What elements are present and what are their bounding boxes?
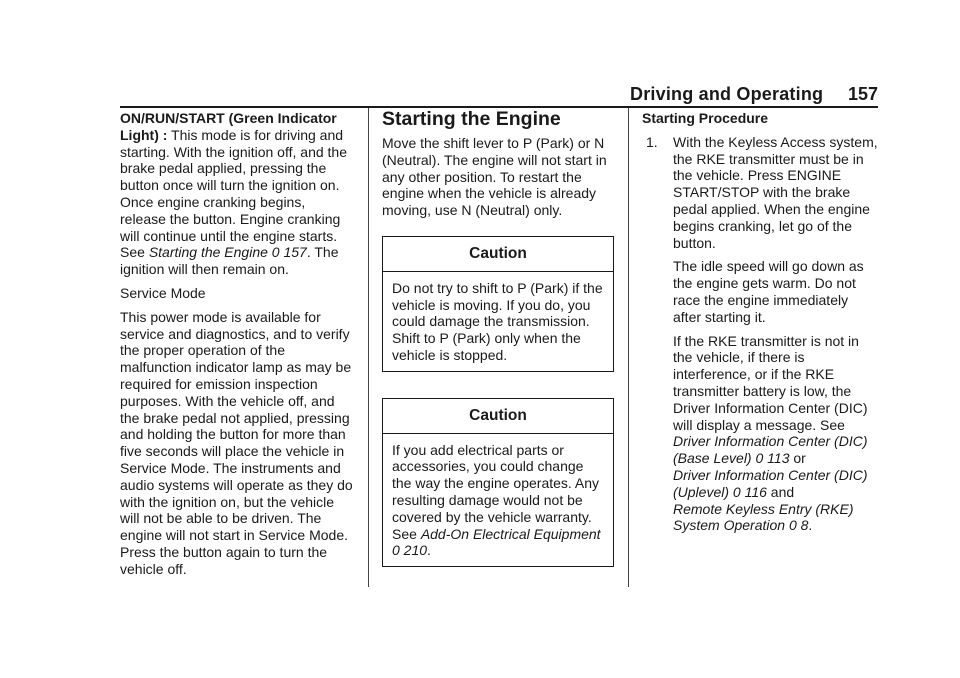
column-left bbox=[120, 110, 353, 578]
step-text: With the Keyless Access system, the RKE transmitter must be in the vehicle. Press ENGINE START/STOP with the brake pedal applied. When the engine begins cranking, let go of the button. bbox=[673, 133, 878, 251]
starting-engine-heading: Starting the Engine bbox=[382, 108, 561, 130]
mode-label: ON/RUN/START (Green Indicator Light) : bbox=[120, 110, 337, 143]
step-number: 1. bbox=[646, 133, 658, 150]
caution-box-transmission bbox=[382, 236, 614, 372]
page-ref-116[interactable]: 0 116 bbox=[732, 483, 767, 500]
caution-title: Caution bbox=[383, 399, 613, 434]
starting-procedure-heading: Starting Procedure bbox=[642, 110, 769, 126]
link-rke-system-operation[interactable]: Remote Keyless Entry (RKE) System Operation bbox=[673, 500, 854, 534]
section-title: Driving and Operating bbox=[630, 84, 824, 104]
procedure-step-1 bbox=[642, 134, 878, 534]
caution-title: Caution bbox=[383, 237, 613, 272]
rke-paragraph bbox=[673, 333, 878, 535]
page-number: 157 bbox=[847, 84, 878, 104]
intro-paragraph: Move the shift lever to P (Park) or N (Neutral). The engine will not start in any other position. To restart the engine when the vehicle is already moving, use N (Neutral) only. bbox=[382, 135, 607, 219]
caution-text bbox=[383, 434, 613, 567]
caution-text: Do not try to shift to P (Park) if the vehicle is moving. If you do, you could damage the transmission. Shift to P (Park) only when the vehicle is stopped. bbox=[392, 279, 603, 363]
column-right bbox=[642, 110, 878, 534]
paragraph-text: This mode is for driving and starting. With the ignition off, and the brake pedal applied, pressing the button once will turn the ignition on. Once engine cranking begins, release the button. Engine cranking will continue until the engine starts. See bbox=[120, 126, 347, 261]
column-middle bbox=[382, 110, 614, 567]
caution-box-electrical bbox=[382, 398, 614, 567]
caution-end: . bbox=[427, 542, 431, 559]
page-header bbox=[630, 84, 878, 106]
link-dic-uplevel[interactable]: Driver Information Center (DIC) (Uplevel) bbox=[673, 466, 868, 500]
connector-text: and bbox=[766, 483, 795, 500]
page-ref-113[interactable]: 0 113 bbox=[755, 450, 790, 467]
idle-speed-paragraph: The idle speed will go down as the engine gets warm. Do not race the engine immediately after starting it. bbox=[673, 258, 864, 325]
column-divider bbox=[628, 108, 629, 587]
ignition-mode-paragraph bbox=[120, 110, 353, 278]
connector-text: or bbox=[789, 450, 806, 467]
service-mode-heading: Service Mode bbox=[120, 284, 206, 301]
paragraph-text: If the RKE transmitter is not in the vehicle, if there is interference, or if the RKE transmitter battery is low, the Driver Information Center (DIC) will display a message. See bbox=[673, 332, 868, 433]
service-mode-paragraph: This power mode is available for service and diagnostics, and to verify the proper operation of the malfunction indicator lamp as may be required for emission inspection purposes. With the vehicle off, and the brake pedal not applied, pressing and holding the button for more than five seconds will place the vehicle in Service Mode. The instruments and audio systems will operate as they do with the ignition on, but the vehicle will not be able to be driven. The engine will not start in Service Mode. Press the button again to turn the vehicle off. bbox=[120, 308, 353, 577]
page-ref-157[interactable]: 0 157 bbox=[271, 244, 307, 261]
page-ref-210[interactable]: 0 210 bbox=[392, 542, 428, 559]
link-starting-the-engine[interactable]: Starting the Engine bbox=[148, 244, 268, 261]
link-add-on-electrical-equipment[interactable]: Add-On Electrical Equipment bbox=[420, 525, 601, 542]
column-divider bbox=[368, 108, 369, 587]
paragraph-text: . The ignition will then remain on. bbox=[120, 244, 339, 278]
paragraph-end: . bbox=[808, 517, 813, 534]
link-dic-base-level[interactable]: Driver Information Center (DIC) (Base Level) bbox=[673, 433, 868, 467]
page-ref-8[interactable]: 0 8 bbox=[788, 517, 809, 534]
caution-body-text: If you add electrical parts or accessories, you could change the way the engine operates. Any resulting damage would not be covered by the vehicle warranty. See bbox=[392, 441, 600, 542]
